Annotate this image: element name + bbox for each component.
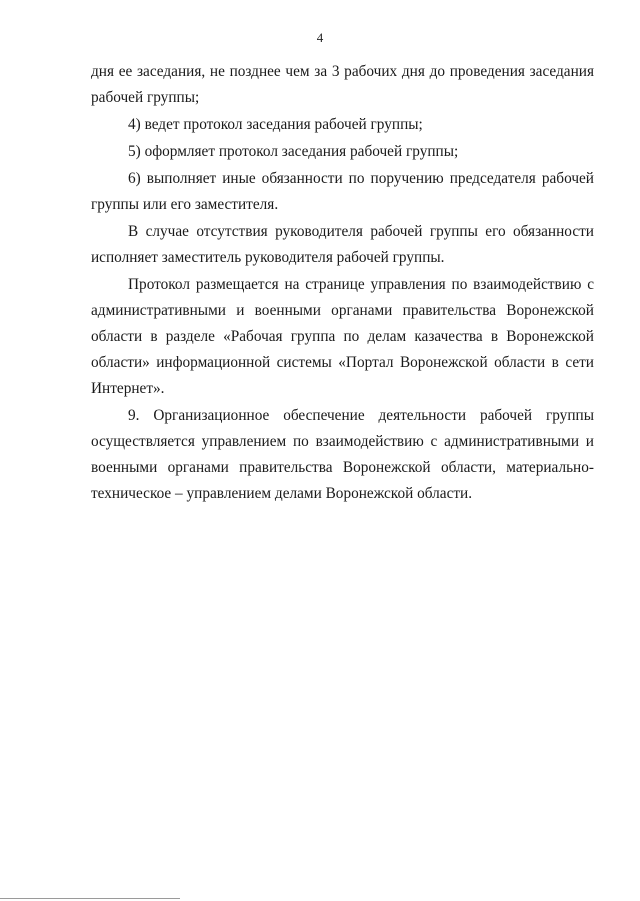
text-line: осуществляется управлением по взаимодействию с административными и (91, 433, 594, 450)
text-line: группы или его заместителя. (91, 196, 279, 213)
text-line: области в разделе «Рабочая группа по делам казачества в Воронежской (91, 328, 594, 345)
paragraph-item-4 (91, 112, 594, 138)
text-line: исполняет заместитель руководителя рабочей группы. (91, 249, 445, 266)
paragraph-continuation (91, 59, 594, 111)
paragraph-absence (91, 219, 594, 271)
text-line: техническое – управлением делами Воронежской области. (91, 485, 473, 502)
text-line: 5) оформляет протокол заседания рабочей группы; (128, 143, 459, 160)
paragraph-item-5 (91, 139, 594, 165)
text-line: 9. Организационное обеспечение деятельности рабочей группы (128, 407, 594, 424)
paragraph-item-6 (91, 166, 594, 218)
text-line: 4) ведет протокол заседания рабочей группы; (128, 116, 423, 133)
text-line: области» информационной системы «Портал Воронежской области в сети (91, 354, 594, 371)
text-line: дня ее заседания, не позднее чем за 3 рабочих дня до проведения заседания (91, 63, 594, 80)
text-line: Протокол размещается на странице управления по взаимодействию с (128, 276, 594, 293)
text-line: военными органами правительства Воронежской области, материально- (91, 459, 594, 476)
paragraph-item-9 (91, 403, 594, 507)
text-line: В случае отсутствия руководителя рабочей группы его обязанности (128, 223, 594, 240)
text-line: Интернет». (91, 380, 165, 397)
text-line: рабочей группы; (91, 89, 200, 106)
text-line: административными и военными органами правительства Воронежской (91, 302, 594, 319)
scan-edge-line (0, 898, 180, 899)
text-line: 6) выполняет иные обязанности по поручению председателя рабочей (128, 170, 594, 187)
paragraph-protocol (91, 272, 594, 402)
page-number: 4 (316, 30, 324, 45)
document-body (91, 59, 594, 507)
